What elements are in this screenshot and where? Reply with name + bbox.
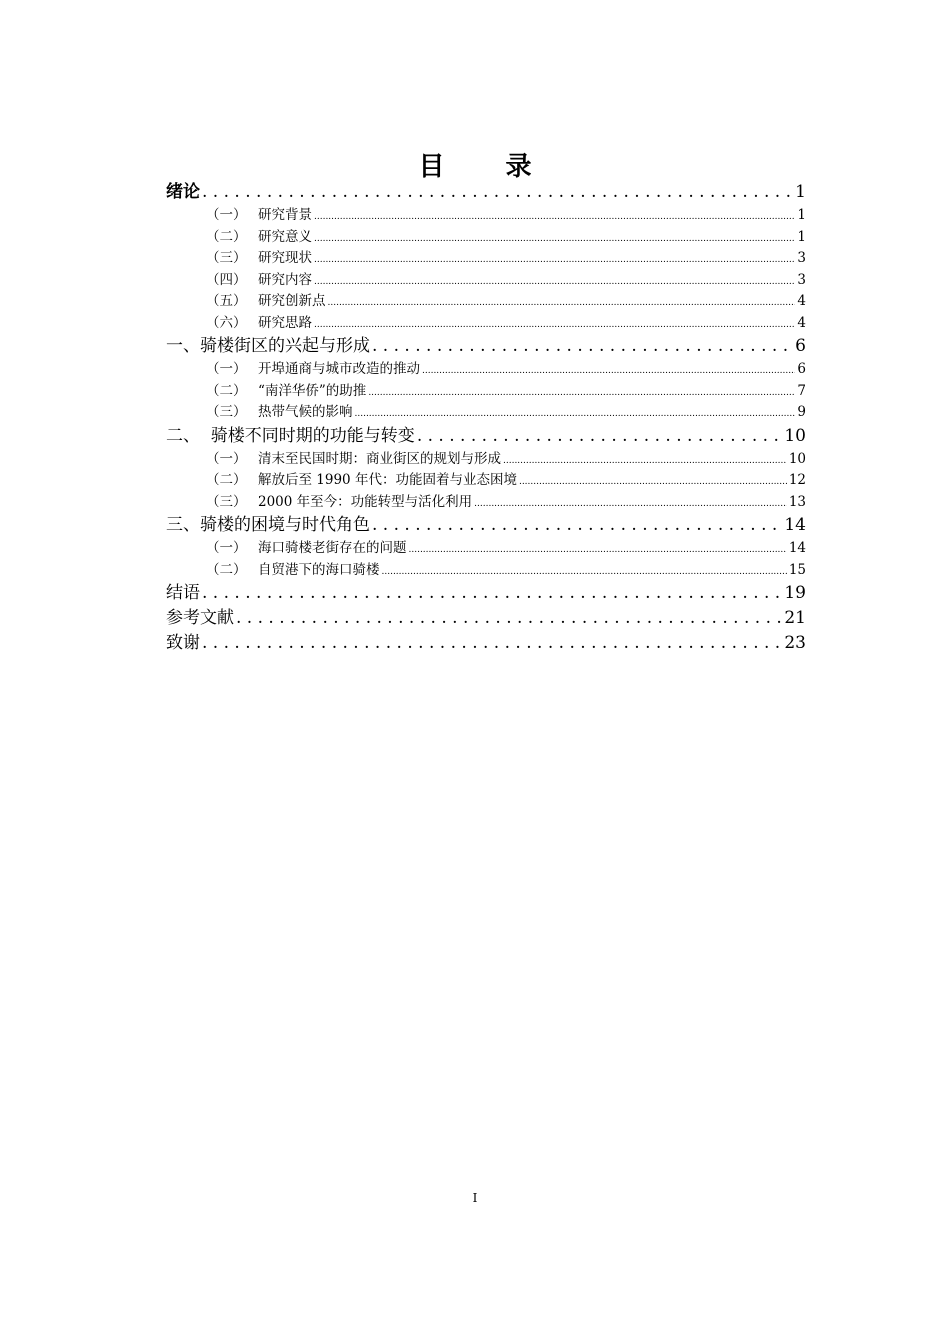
toc-subentry[interactable] bbox=[166, 313, 806, 335]
dot-leader bbox=[519, 470, 787, 494]
dot-leader bbox=[409, 538, 787, 562]
toc-subentry-label: 研究现状 bbox=[258, 250, 312, 266]
toc-subentry-page: 10 bbox=[788, 450, 806, 467]
page-number: I bbox=[472, 1191, 478, 1205]
toc-subentry[interactable] bbox=[166, 560, 806, 582]
toc-subentry[interactable] bbox=[166, 402, 806, 424]
toc-entry-chapter-1[interactable] bbox=[166, 334, 806, 359]
toc-subentry-label: 研究背景 bbox=[258, 207, 312, 223]
toc-subentry-number: （二） bbox=[206, 382, 247, 399]
toc-entry-introduction[interactable] bbox=[166, 180, 806, 205]
toc-subentry[interactable] bbox=[166, 381, 806, 403]
dot-leader bbox=[202, 581, 782, 606]
toc-subentry-page: 13 bbox=[788, 493, 806, 510]
dot-leader bbox=[202, 180, 793, 205]
dot-leader bbox=[202, 631, 782, 656]
toc-subentry-page: 7 bbox=[797, 382, 806, 399]
toc-entry-page: 19 bbox=[784, 583, 806, 603]
toc-entry-label: 致谢 bbox=[166, 633, 200, 653]
toc-entry-page: 21 bbox=[784, 608, 806, 628]
toc-entry-label: 一、骑楼街区的兴起与形成 bbox=[166, 336, 370, 356]
toc-entry-page: 10 bbox=[784, 425, 806, 446]
dot-leader bbox=[355, 402, 796, 426]
toc-subentry-number: （二） bbox=[206, 228, 247, 245]
toc-subentry-number: （三） bbox=[206, 404, 247, 420]
toc-subentry-number: （一） bbox=[206, 207, 247, 223]
toc-entry-references[interactable] bbox=[166, 606, 806, 631]
toc-subentry[interactable] bbox=[166, 205, 806, 227]
toc-subentry-page: 9 bbox=[797, 404, 806, 420]
toc-subentry-label: 解放后至 1990 年代：功能固着与业态困境 bbox=[258, 472, 517, 488]
toc-subentry[interactable] bbox=[166, 538, 806, 560]
toc-entry-page: 6 bbox=[795, 336, 806, 356]
toc-entry-page: 1 bbox=[795, 182, 806, 202]
toc-subentry-number: （三） bbox=[206, 493, 247, 510]
toc-subentry-page: 3 bbox=[797, 271, 806, 288]
toc-subentry-label: 研究思路 bbox=[258, 314, 312, 331]
toc-subentry-number: （一） bbox=[206, 450, 247, 467]
toc-entry-acknowledgements[interactable] bbox=[166, 631, 806, 656]
dot-leader bbox=[314, 227, 795, 251]
dot-leader bbox=[368, 381, 795, 405]
toc-entry-page: 14 bbox=[784, 515, 806, 535]
dot-leader bbox=[417, 424, 783, 449]
toc-entry-label: 结语 bbox=[166, 583, 200, 603]
dot-leader bbox=[314, 205, 795, 229]
toc-subentry-number: （二） bbox=[206, 472, 247, 488]
toc-subentry-label: 2000 年至今：功能转型与活化利用 bbox=[258, 493, 473, 510]
toc-subentry-number: （五） bbox=[206, 293, 247, 309]
toc-subentry-page: 15 bbox=[788, 561, 806, 578]
toc-entry-conclusion[interactable] bbox=[166, 581, 806, 606]
toc-entry-chapter-3[interactable] bbox=[166, 513, 806, 538]
toc-subentry-number: （一） bbox=[206, 540, 247, 556]
toc-subentry[interactable] bbox=[166, 227, 806, 249]
toc-subentry-label: “南洋华侨”的助推 bbox=[258, 382, 367, 399]
toc-subentry[interactable] bbox=[166, 270, 806, 292]
toc-subentry-page: 14 bbox=[788, 540, 806, 556]
toc-entry-label: 二、 骑楼不同时期的功能与转变 bbox=[166, 425, 415, 446]
toc-subentry-page: 12 bbox=[788, 472, 806, 488]
toc-subentry-page: 6 bbox=[797, 361, 806, 377]
toc-entry-chapter-2[interactable] bbox=[166, 424, 806, 449]
dot-leader bbox=[328, 291, 796, 315]
toc-subentry-label: 研究创新点 bbox=[258, 293, 326, 309]
toc-entry-label: 绪论 bbox=[166, 182, 200, 202]
toc-entry-page: 23 bbox=[784, 633, 806, 653]
toc-subentry-number: （一） bbox=[206, 361, 247, 377]
toc-subentry-page: 4 bbox=[797, 314, 806, 331]
toc-subentry-number: （三） bbox=[206, 250, 247, 266]
toc-subentry-label: 研究意义 bbox=[258, 228, 312, 245]
toc-subentry-label: 清末至民国时期：商业街区的规划与形成 bbox=[258, 450, 501, 467]
dot-leader bbox=[474, 492, 787, 516]
toc-subentry-page: 3 bbox=[797, 250, 806, 266]
toc-subentry[interactable] bbox=[166, 359, 806, 381]
toc-subentry-label: 热带气候的影响 bbox=[258, 404, 353, 420]
dot-leader bbox=[314, 248, 795, 272]
toc-subentry-label: 开埠通商与城市改造的推动 bbox=[258, 361, 420, 377]
toc-subentry[interactable] bbox=[166, 291, 806, 313]
dot-leader bbox=[314, 313, 795, 337]
dot-leader bbox=[372, 334, 793, 359]
toc-subentry-number: （二） bbox=[206, 561, 247, 578]
toc-subentry-page: 1 bbox=[797, 207, 806, 223]
toc-subentry[interactable] bbox=[166, 470, 806, 492]
toc-subentry-label: 自贸港下的海口骑楼 bbox=[258, 561, 380, 578]
toc-subentry-label: 海口骑楼老街存在的问题 bbox=[258, 540, 407, 556]
toc-subentry[interactable] bbox=[166, 492, 806, 514]
toc-subentry[interactable] bbox=[166, 248, 806, 270]
dot-leader bbox=[372, 513, 782, 538]
dot-leader bbox=[503, 449, 787, 473]
toc-subentry-label: 研究内容 bbox=[258, 271, 312, 288]
toc-subentry-page: 1 bbox=[797, 228, 806, 245]
dot-leader bbox=[382, 560, 787, 584]
toc-subentry[interactable] bbox=[166, 449, 806, 471]
toc-subentry-number: （六） bbox=[206, 314, 247, 331]
toc-subentry-page: 4 bbox=[797, 293, 806, 309]
table-of-contents bbox=[166, 180, 806, 656]
dot-leader bbox=[236, 606, 782, 631]
dot-leader bbox=[422, 359, 795, 383]
toc-entry-label: 三、骑楼的困境与时代角色 bbox=[166, 515, 370, 535]
toc-title: 目 录 bbox=[418, 152, 558, 182]
dot-leader bbox=[314, 270, 795, 294]
toc-entry-label: 参考文献 bbox=[166, 608, 234, 628]
toc-subentry-number: （四） bbox=[206, 271, 247, 288]
